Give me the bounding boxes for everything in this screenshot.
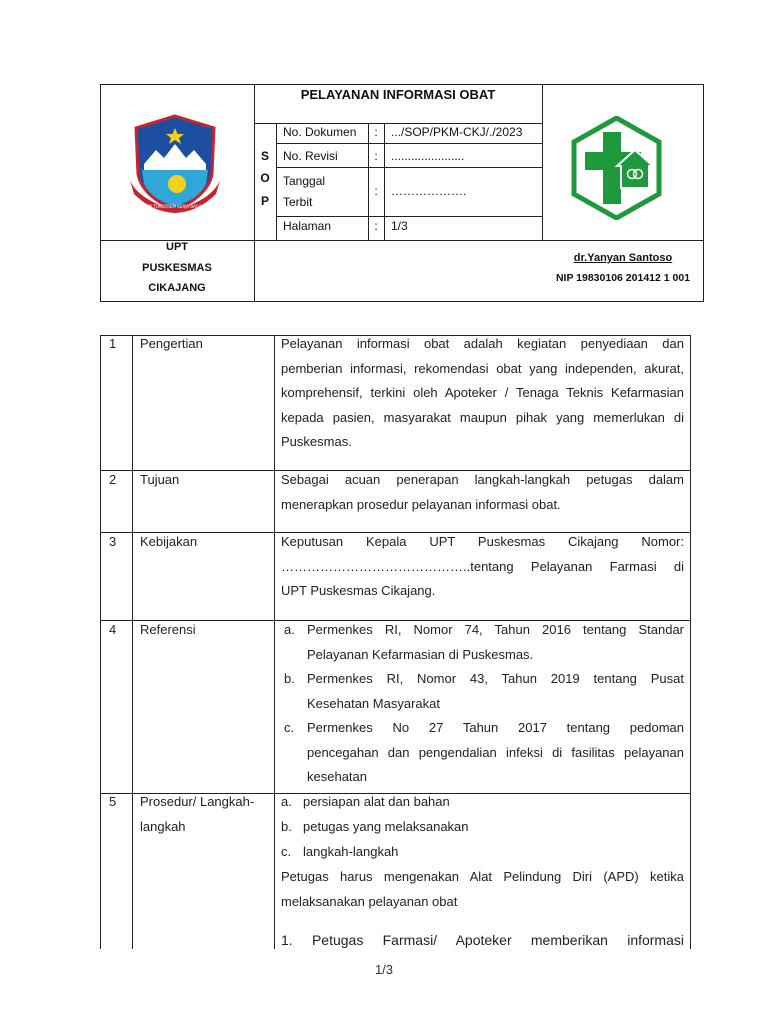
- procedure-apd-text: [281, 865, 684, 914]
- procedure-a: persiapan alat dan bahan: [303, 794, 450, 809]
- reference-a-marker: a.: [284, 622, 295, 637]
- label-halaman: Halaman: [283, 219, 332, 233]
- reference-b-line: Permenkes RI, Nomor 43, Tahun 2019 tentang Pusat: [307, 671, 684, 686]
- section-1-text: [281, 332, 684, 455]
- section-1-line: Puskesmas.: [281, 434, 352, 449]
- procedure-step-1: 1. Petugas Farmasi/ Apoteker memberikan informasi: [281, 932, 684, 948]
- colon-no-revisi: :: [374, 149, 378, 163]
- org-line-cikajang: CIKAJANG: [148, 282, 206, 294]
- header-divider-sop: [276, 123, 277, 240]
- reference-b-marker: b.: [284, 671, 295, 686]
- header-row-line-1: [276, 143, 542, 144]
- reference-c-line: kesehatan: [307, 769, 367, 784]
- document-title: PELAYANAN INFORMASI OBAT: [300, 87, 496, 102]
- reference-a: [307, 618, 684, 667]
- header-title-underline: [254, 123, 542, 124]
- section-5-label-cont: langkah: [140, 819, 186, 834]
- section-4-label: Referensi: [140, 622, 196, 637]
- signer-nip: NIP 19830106 201412 1 001: [555, 272, 691, 284]
- section-1-line: komprehensif, terkini oleh Apoteker / Tenaga Teknis Kefarmasian: [281, 385, 684, 400]
- header-divider-right: [542, 84, 543, 240]
- emblem-motto: DEIN TONGTREM KERJA BAGAMA: [142, 204, 208, 209]
- section-1-label: Pengertian: [140, 336, 203, 351]
- sop-letter-p: P: [260, 194, 269, 208]
- reference-a-line: Permenkes RI, Nomor 74, Tahun 2016 tentang Standar: [307, 622, 684, 637]
- regional-emblem-logo: [128, 114, 222, 214]
- procedure-a-marker: a.: [281, 794, 292, 809]
- value-no-dokumen: .../SOP/PKM-CKJ/./2023: [391, 125, 523, 139]
- colon-no-dokumen: :: [374, 125, 378, 139]
- label-no-dokumen: No. Dokumen: [283, 125, 357, 139]
- reference-b-line: Kesehatan Masyarakat: [307, 695, 440, 711]
- section-2-label: Tujuan: [140, 472, 180, 487]
- section-3-text: [281, 530, 684, 604]
- procedure-b: petugas yang melaksanakan: [303, 819, 469, 834]
- sop-letter-s: S: [260, 149, 269, 163]
- section-3-label: Kebijakan: [140, 534, 198, 549]
- org-line-upt: UPT: [166, 241, 188, 253]
- label-tanggal: Tanggal: [283, 174, 326, 188]
- value-no-revisi: ......................: [391, 149, 465, 163]
- puskesmas-logo: [571, 116, 662, 220]
- header-divider-left: [254, 84, 255, 302]
- page-number: 1/3: [374, 962, 394, 977]
- procedure-apd-line: melaksanakan pelayanan obat: [281, 893, 458, 909]
- section-3-line: UPT Puskesmas Cikajang.: [281, 583, 436, 598]
- section-2-text: [281, 468, 684, 517]
- value-tanggal-terbit: ……………….: [391, 184, 467, 198]
- section-1-line: kepada pasien, masyarakat maupun pihak yang memerlukan di: [281, 409, 684, 425]
- org-line-puskesmas: PUSKESMAS: [142, 262, 212, 274]
- reference-c-line: Permenkes No 27 Tahun 2017 tentang pedoman: [307, 720, 684, 735]
- label-terbit: Terbit: [283, 195, 313, 209]
- procedure-c: langkah-langkah: [303, 844, 399, 859]
- section-1-number: 1: [109, 336, 117, 351]
- section-3-line: Keputusan Kepala UPT Puskesmas Cikajang Nomor:: [281, 534, 684, 549]
- label-no-revisi: No. Revisi: [283, 149, 338, 163]
- section-2-line: menerapkan prosedur pelayanan informasi obat.: [281, 496, 561, 512]
- section-2-line: Sebagai acuan penerapan langkah-langkah petugas dalam: [281, 472, 684, 487]
- section-1-line: Pelayanan informasi obat adalah kegiatan penyediaan dan: [281, 336, 684, 351]
- reference-c-marker: c.: [284, 720, 295, 735]
- section-2-number: 2: [109, 472, 117, 487]
- signer-name: dr.Yanyan Santoso: [573, 252, 673, 264]
- reference-a-line: Pelayanan Kefarmasian di Puskesmas.: [307, 646, 534, 662]
- colon-tanggal-terbit: :: [374, 184, 378, 198]
- procedure-c-marker: c.: [281, 844, 292, 859]
- section-5-number: 5: [109, 794, 117, 809]
- procedure-b-marker: b.: [281, 819, 292, 834]
- sop-letter-o: O: [260, 171, 270, 185]
- header-row-line-2: [276, 167, 542, 168]
- section-5-label: Prosedur/ Langkah-: [140, 794, 255, 809]
- value-halaman: 1/3: [391, 219, 408, 233]
- content-col-line-1: [132, 335, 133, 949]
- header-row-line-3: [276, 216, 542, 217]
- content-col-line-2: [274, 335, 275, 949]
- section-3-number: 3: [109, 534, 117, 549]
- reference-b: [307, 667, 684, 716]
- section-3-line: ……………………………………..tentang Pelayanan Farmasi di: [281, 558, 684, 574]
- reference-c: [307, 716, 684, 790]
- colon-halaman: :: [374, 219, 378, 233]
- header-divider-colon: [384, 123, 385, 240]
- section-1-line: pemberian informasi, rekomendasi obat yang independen, akurat,: [281, 360, 684, 376]
- procedure-apd-line: Petugas harus mengenakan Alat Pelindung Diri (APD) ketika: [281, 869, 684, 884]
- reference-c-line: pencegahan dan pengendalian infeksi di fasilitas pelayanan: [307, 744, 684, 760]
- section-4-number: 4: [109, 622, 117, 637]
